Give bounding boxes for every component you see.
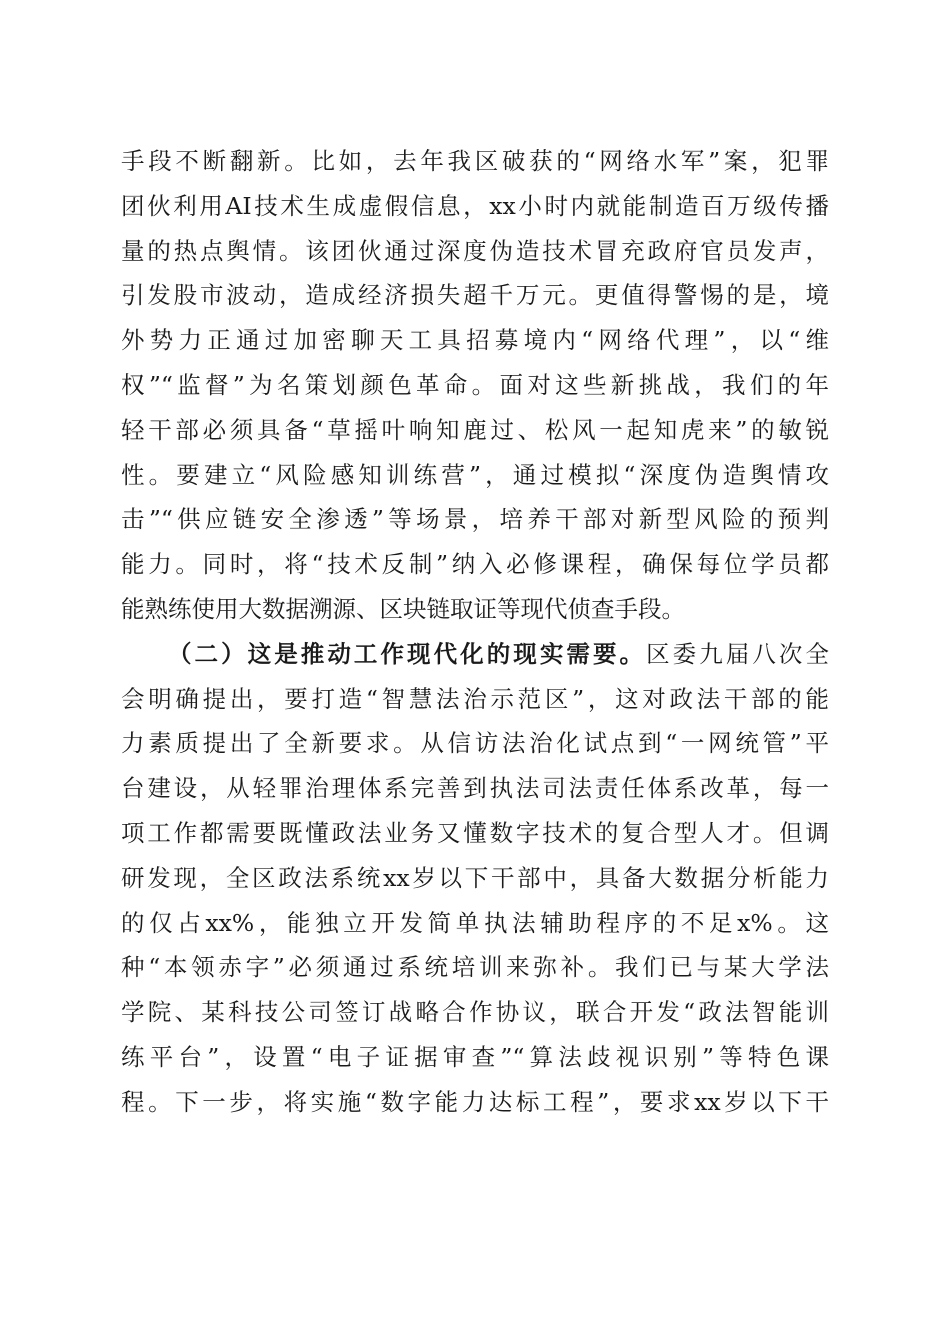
section-heading: （二）这是推动工作现代化的现实需要。 — [168, 639, 647, 668]
text-line: 团伙利用AI技术生成虚假信息，xx小时内就能制造百万级传播 — [121, 191, 829, 220]
text-line: 能熟练使用大数据溯源、区块链取证等现代侦查手段。 — [121, 594, 685, 623]
text-line: 研发现，全区政法系统xx岁以下干部中，具备大数据分析能力 — [121, 863, 829, 892]
body-text — [121, 139, 829, 1125]
text-line: 权”“监督”为名策划颜色革命。面对这些新挑战，我们的年 — [121, 370, 829, 399]
text-line: 练平台”，设置“电子证据审查”“算法歧视识别”等特色课 — [121, 1042, 829, 1071]
text-line: 程。下一步，将实施“数字能力达标工程”，要求xx岁以下干 — [121, 1087, 829, 1116]
text-line: 性。要建立“风险感知训练营”，通过模拟“深度伪造舆情攻 — [121, 460, 829, 489]
text-line: 轻干部必须具备“草摇叶响知鹿过、松风一起知虎来”的敏锐 — [121, 415, 829, 444]
text-line: 引发股市波动，造成经济损失超千万元。更值得警惕的是，境 — [121, 281, 829, 310]
text-line: 量的热点舆情。该团伙通过深度伪造技术冒充政府官员发声， — [121, 236, 829, 265]
text-line: 的仅占xx%，能独立开发简单执法辅助程序的不足x%。这 — [121, 908, 829, 937]
text-line: 外势力正通过加密聊天工具招募境内“网络代理”，以“维 — [121, 326, 829, 355]
paragraph-heading-line — [121, 632, 829, 677]
text-line: 手段不断翻新。比如，去年我区破获的“网络水军”案，犯罪 — [121, 147, 829, 175]
text-line: 会明确提出，要打造“智慧法治示范区”，这对政法干部的能 — [121, 684, 829, 713]
text-line: 击”“供应链安全渗透”等场景，培养干部对新型风险的预判 — [121, 505, 829, 534]
text-line: 项工作都需要既懂政法业务又懂数字技术的复合型人才。但调 — [121, 818, 829, 847]
text-line: 学院、某科技公司签订战略合作协议，联合开发“政法智能训 — [121, 998, 829, 1027]
text-line: 力素质提出了全新要求。从信访法治化试点到“一网统管”平 — [121, 729, 829, 758]
text-line: 台建设，从轻罪治理体系完善到执法司法责任体系改革，每一 — [121, 774, 829, 803]
text-line: 能力。同时，将“技术反制”纳入必修课程，确保每位学员都 — [121, 550, 829, 579]
text-fragment: 区委九届八次全 — [646, 639, 829, 668]
text-line: 种“本领赤字”必须通过系统培训来弥补。我们已与某大学法 — [121, 953, 829, 982]
